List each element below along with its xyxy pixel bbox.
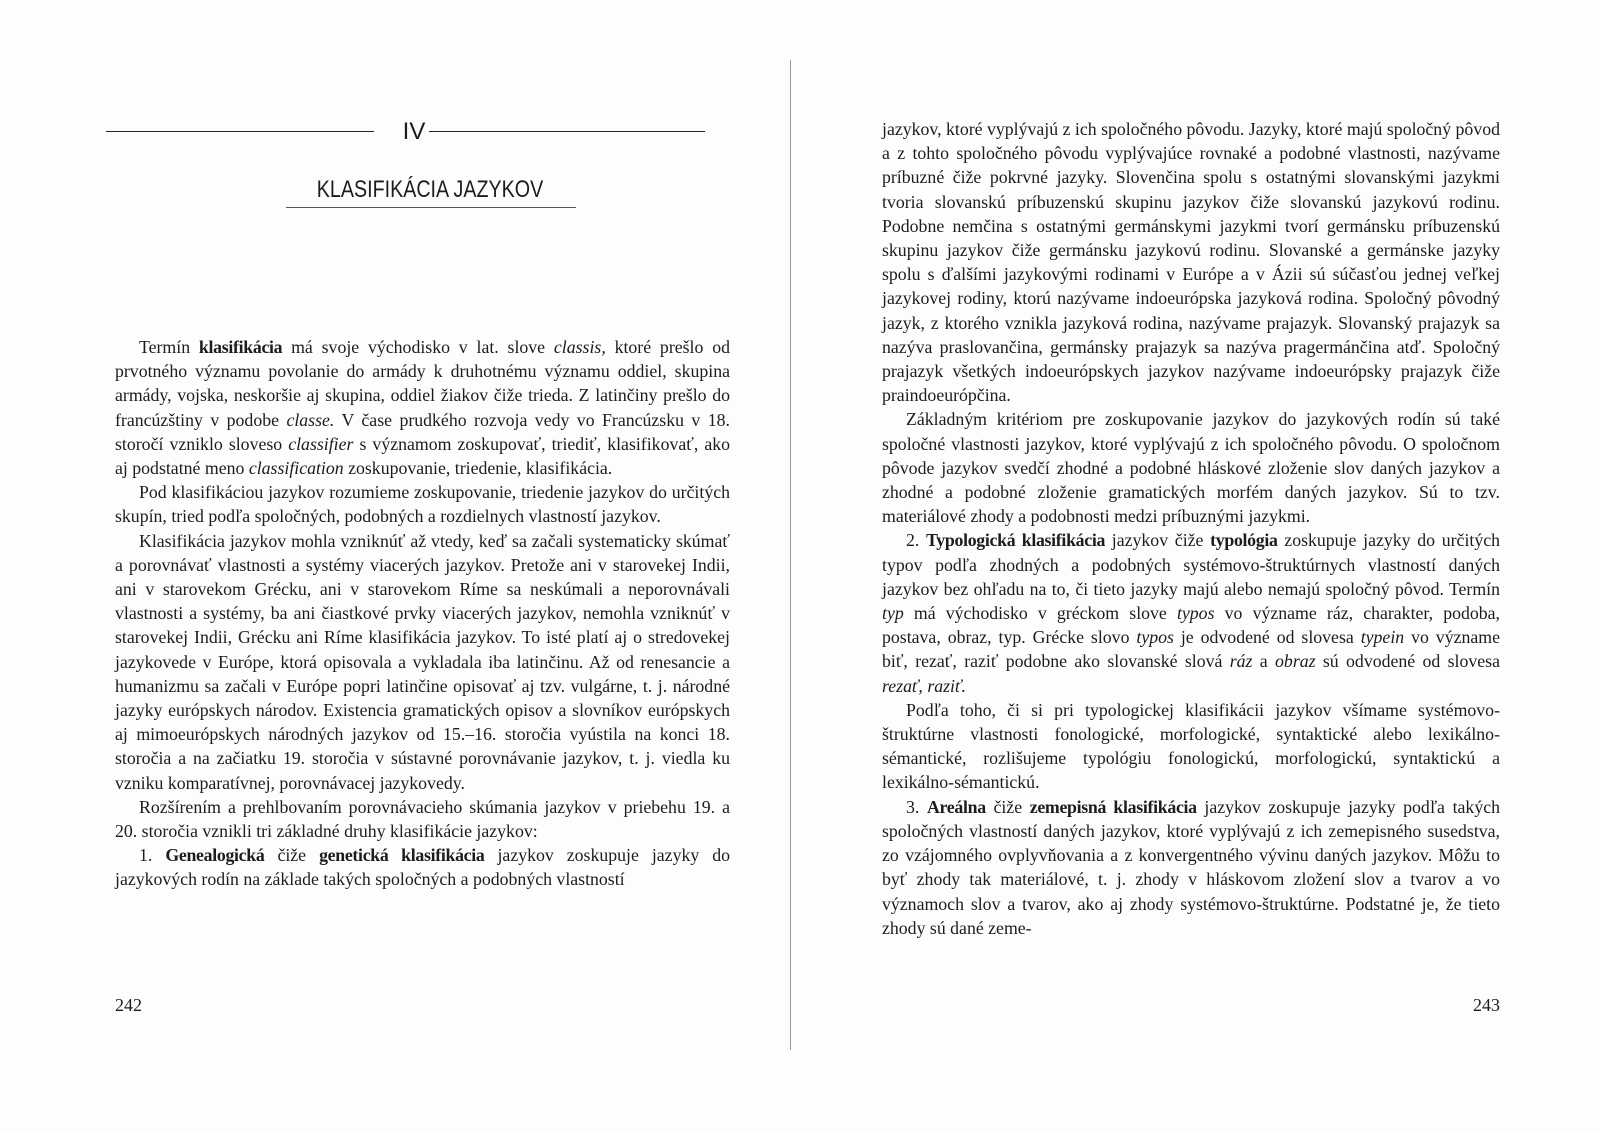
text-run: čiže [264,845,320,866]
italic-term: typos [1136,627,1174,648]
paragraph [115,529,730,795]
italic-term: classifier [288,433,354,454]
text-run: Základným kritériom pre zoskupovanie jazykov do jazykových rodín sú také spoločné vlastnosti jazykov, ktoré vyplývajú z ich spoločného pôvodu. O spoločnom pôvode jazykov svedčí zhodné a podobné hláskové zloženie slov daných jazykov a zhodné a podobné zloženie gramatických morfém daných jazykov. Sú to tzv. materiálové zhody a podobnosti medzi príbuznými jazykmi. [882,409,1500,527]
text-run: má svoje východisko v lat. slove [282,337,554,357]
paragraph [882,117,1500,407]
page-number: 242 [115,995,142,1015]
book-spine [790,60,791,1050]
paragraph [115,480,730,528]
text-run: jazykov zoskupuje jazyky do jazykových rodín na základe takých spoločných a podobných vlastností [115,845,731,890]
bold-term: typológia [1210,530,1278,551]
text-run: 2. [906,530,927,551]
text-run: ktoré prešlo od prvotného významu povolanie do armády k druhotnému významu oddiel, skupina armády, vojska, neskoršie aj skupina, oddiel žiakov čiže trieda. Z latinčiny prešlo do francúzštiny v podobe [115,337,730,430]
text-run: V čase prudkého rozvoja vedy vo Francúzsku v 18. storočí vzniklo sloveso [115,409,730,454]
text-run: zoskupuje jazyky do určitých typov podľa zhodných a podobných systémovo-štruktúrnych vlastností daných jazykov bez ohľadu na to, či tieto jazyky majú alebo nemajú spoločný pôvod. Termín [882,530,1500,599]
text-run: 3. [906,796,927,817]
text-run: zoskupovanie, triedenie, klasifikácia. [343,458,613,479]
paragraph [882,528,1500,697]
text-run: Rozšírením a prehlbovaním porovnávacieho skúmania jazykov v priebehu 19. a 20. storočia vznikli tri základné druhy klasifikácie jazykov: [115,796,730,842]
page-number: 243 [1473,995,1500,1015]
text-run: vo význame biť, rezať, raziť podobne ako slovanské slová [882,627,1500,672]
chapter-title: KLASIFIKÁCIA JAZYKOV [316,176,544,203]
italic-term: rezať, raziť. [882,675,966,696]
bold-term: klasifikácia [198,337,283,357]
paragraph [115,335,730,480]
italic-term: ráz [1229,651,1253,672]
italic-term: classe. [286,409,335,430]
bold-term: zemepisná klasifikácia [1029,796,1197,817]
text-run: je odvodené od slovesa [1173,627,1361,648]
paragraph [115,843,730,891]
text-run: sú odvodené od slovesa [1315,651,1500,672]
text-run: a [1252,651,1276,672]
italic-term: typein [1360,627,1405,648]
text-run: 1. [139,845,166,866]
text-run: čiže [985,796,1030,817]
chapter-number: IV [402,118,426,145]
text-run: Pod klasifikáciou jazykov rozumieme zoskupovanie, triedenie jazykov do určitých skupín, tried podľa spoločných, podobných a rozdielnych vlastností jazykov. [115,482,730,527]
text-run: vo význame ráz, charakter, podoba, postava, obraz, typ. Grécke slovo [882,603,1500,648]
paragraph [882,407,1500,528]
italic-term: classis, [553,337,606,357]
text-run: s významom zoskupovať, triediť, klasifikovať, ako aj podstatné meno [115,433,730,479]
bold-term: Typologická klasifikácia [926,530,1106,551]
paragraph [115,795,730,843]
paragraph [882,698,1500,795]
italic-term: typos [1176,603,1215,624]
text-run: jazykov, ktoré vyplývajú z ich spoločného pôvodu. Jazyky, ktoré majú spoločný pôvod a z tohto spoločného pôvodu vyplývajúce rovnaké a podobné vlastnosti, nazývame príbuzné čiže pokrvné jazyky. Slovenčina spolu s ostatnými slovanskými jazykmi tvoria slovanskú príbuzenskú skupinu jazykov čiže slovanskú jazykovú rodinu. Podobne nemčina s ostatnými germánskymi jazykmi tvorí germánsku príbuzenskú skupinu jazykov čiže germánsku jazykovú rodinu. Slovanské a germánske jazyky spolu s ďalšími jazykovými rodinami v Európe a v Ázii sú súčasťou jednej veľkej jazykovej rodiny, ktorú nazývame indoeurópska jazyková rodina. Spoločný pôvodný jazyk, z ktorého vznikla jazyková rodina, nazývame prajazyk. Slovanský prajazyk sa nazýva praslovančina, germánsky prajazyk sa nazýva pragermánčina atď. Spoločný prajazyk všetkých indoeurópskych jazykov nazývame indoeurópsky prajazyk čiže praindoeurópčina. [882,119,1500,406]
italic-term: obraz [1275,651,1316,672]
right-page-body [882,117,1500,940]
text-run: jazykov čiže [1105,530,1211,551]
bold-term: genetická klasifikácia [319,845,485,866]
bold-term: Areálna [927,796,986,817]
chapter-title-underline [286,207,576,208]
text-run: Podľa toho, či si pri typologickej klasifikácii jazykov všímame systémovo-štruktúrne vlastnosti fonologické, morfologické, syntaktické alebo lexikálno-sémantické, rozlišujeme typológiu fonologickú, morfologickú, syntaktickú a lexikálno-sémantickú. [882,699,1500,793]
text-run: jazykov zoskupuje jazyky podľa takých spoločných vlastností daných jazykov, ktoré vyplývajú z ich zemepisného susedstva, zo vzájomného ovplyvňovania a z konvergentného vývinu daných jazykov. Môžu to byť zhody tak materiálové, t. j. zhody v hláskovom zložení slov a tvarov a vo významoch slov a tvarov, ako aj zhody systémovo-štruktúrne. Podstatné je, že tieto zhody sú dané zeme- [882,796,1500,938]
bold-term: Genealogická [165,845,265,866]
text-run: Klasifikácia jazykov mohla vzniknúť až vtedy, keď sa začali systematicky skúmať a porovnávať vlastnosti a systémy viacerých jazykov. Pretože ani v starovekej Indii, ani v starovekom Grécku, ani v starovekom Ríme sa neskúmali a neporovnávali vlastnosti a systémy, ba ani čiastkové prvky viacerých jazykov, nemohla vzniknúť v starovekej Indii, Grécku ani Ríme klasifikácia jazykov. To isté platí aj o stredovekej jazykovede v Európe, ktorá opisovala a vykladala iba latinčinu. Až od renesancie a humanizmu sa začali v Európe popri latinčine opisovať aj tzv. vulgárne, t. j. národné jazyky európskych národov. Existencia gramatických opisov a slovníkov európskych aj mimoeurópskych národných jazykov od 15.–16. storočia vyústila na konci 18. storočia a na začiatku 19. storočia v sústavné porovnávanie jazykov, t. j. viedla ku vzniku komparatívnej, porovnávacej jazykovedy. [115,530,730,793]
chapter-rule-right [429,131,705,132]
text-run: Termín [139,337,199,357]
text-run: má východisko v gréckom slove [903,603,1177,624]
paragraph [882,795,1500,940]
left-page-body [115,335,730,892]
italic-term: typ [882,603,904,624]
italic-term: classification [248,458,344,479]
chapter-rule-left [106,131,374,132]
